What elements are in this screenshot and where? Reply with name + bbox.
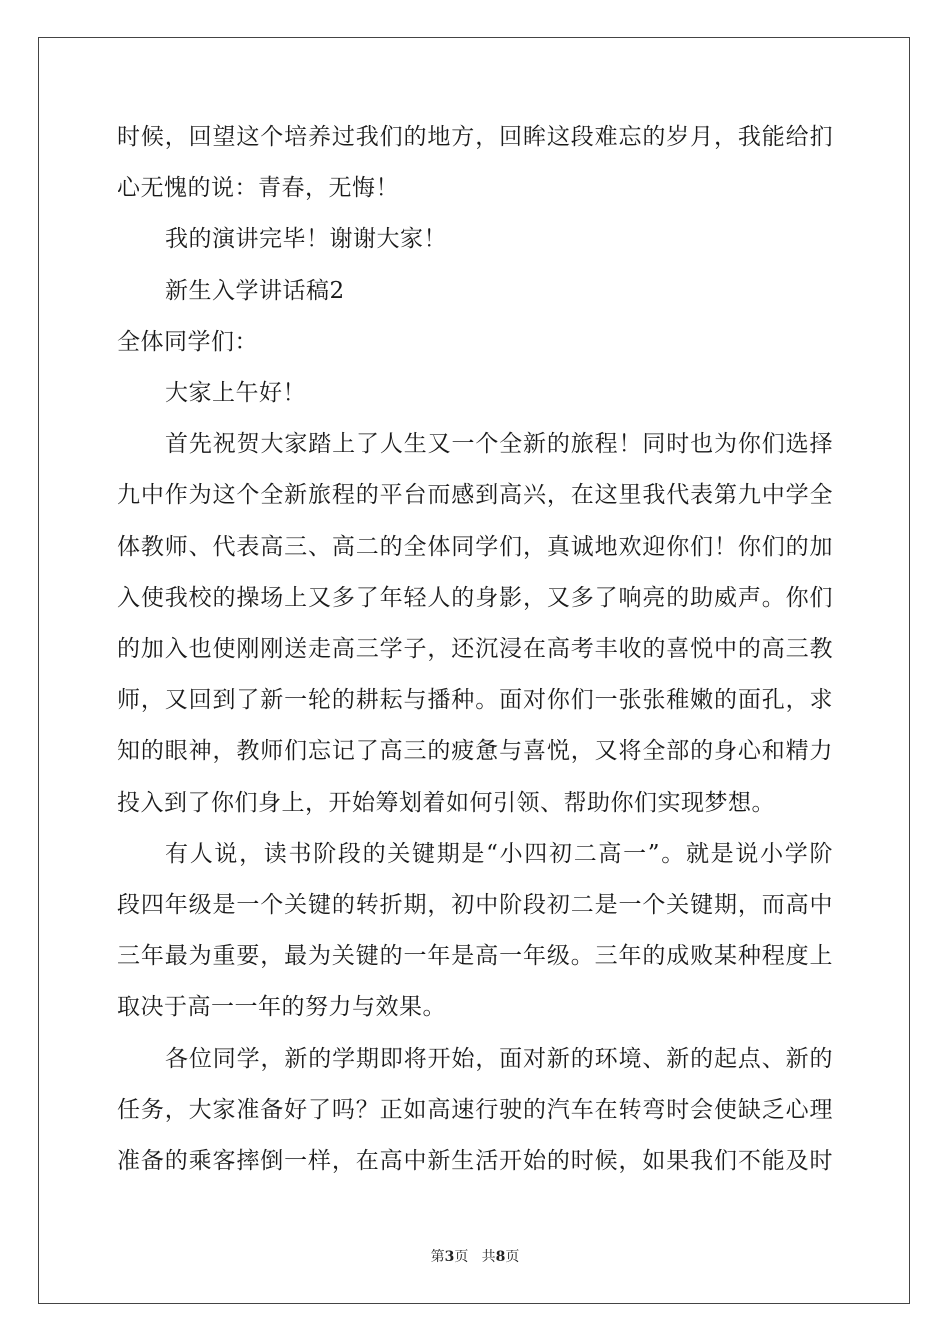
- text-line: 段四年级是一个关键的转折期，初中阶段初二是一个关键期，而高中: [117, 892, 833, 918]
- text-line: 新生入学讲话稿2: [165, 277, 345, 304]
- text-line: 九中作为这个全新旅程的平台而感到高兴，在这里我代表第九中学全: [117, 482, 833, 509]
- text-line: 准备的乘客摔倒一样，在高中新生活开始的时候，如果我们不能及时: [117, 1148, 833, 1174]
- page-prefix: 第: [430, 1249, 445, 1265]
- total-prefix: 共: [481, 1249, 496, 1265]
- text-line: 有人说，读书阶段的关键期是“小四初二高一”。就是说小学阶: [165, 840, 833, 867]
- text-line: 投入到了你们身上，开始筹划着如何引领、帮助你们实现梦想。: [117, 789, 775, 816]
- text-line: 取决于高一一年的努力与效果。: [117, 994, 446, 1021]
- text-line: 知的眼神，教师们忘记了高三的疲惫与喜悦，又将全部的身心和精力: [117, 738, 833, 765]
- text-line: 时候，回望这个培养过我们的地方，回眸这段难忘的岁月，我能给扪: [117, 124, 833, 150]
- page-footer: [0, 1246, 950, 1266]
- text-line: 三年最为重要，最为关键的一年是高一年级。三年的成败某种程度上: [117, 943, 833, 970]
- text-line: 师，又回到了新一轮的耕耘与播种。面对你们一张张稚嫩的面孔，求: [117, 687, 833, 714]
- text-line: 的加入也使刚刚送走高三学子，还沉浸在高考丰收的喜悦中的高三教: [117, 636, 833, 662]
- text-line: 任务，大家准备好了吗？正如高速行驶的汽车在转弯时会使缺乏心理: [117, 1096, 833, 1123]
- text-line: 心无愧的说：青春，无悔！: [117, 175, 399, 202]
- total-suffix: 页: [505, 1249, 520, 1265]
- total-page-number: 8: [495, 1249, 506, 1265]
- current-page-number: 3: [444, 1249, 455, 1265]
- text-line: 我的演讲完毕！谢谢大家！: [165, 226, 447, 253]
- text-line: 全体同学们：: [117, 328, 258, 355]
- text-line: 入使我校的操场上又多了年轻人的身影，又多了响亮的助威声。你们: [117, 584, 833, 611]
- page-suffix: 页: [454, 1249, 469, 1265]
- text-line: 首先祝贺大家踏上了人生又一个全新的旅程！同时也为你们选择: [165, 431, 833, 458]
- text-line: 体教师、代表高三、高二的全体同学们，真诚地欢迎你们！你们的加: [117, 533, 833, 560]
- text-line: 各位同学，新的学期即将开始，面对新的环境、新的起点、新的: [165, 1045, 833, 1072]
- text-line: 大家上午好！: [165, 380, 306, 406]
